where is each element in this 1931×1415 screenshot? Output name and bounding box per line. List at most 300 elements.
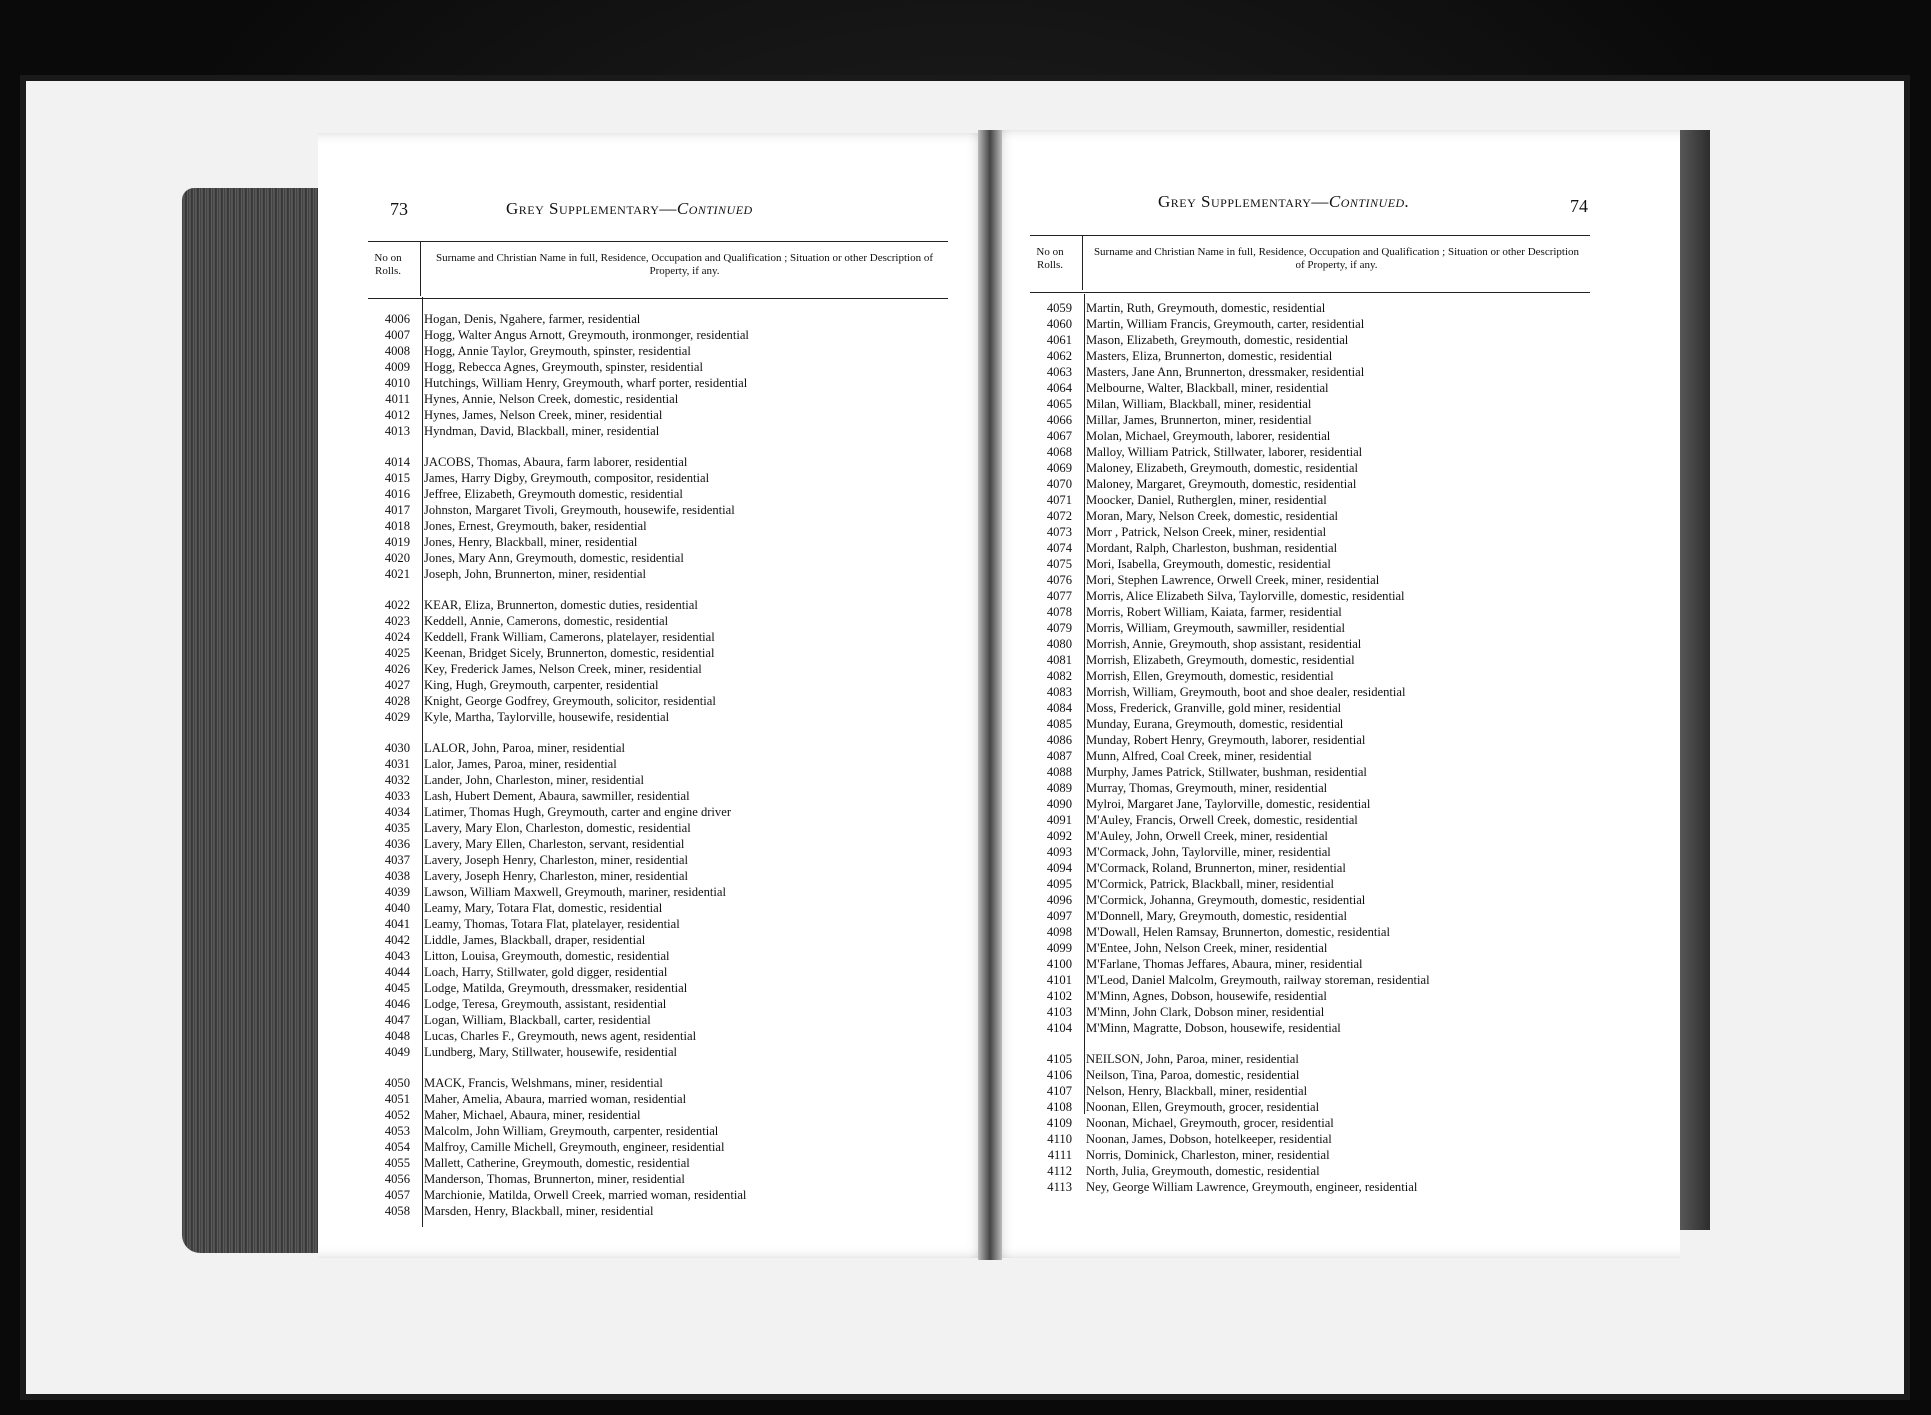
roll-entry — [1028, 860, 1668, 876]
elector-details: Ney, George William Lawrence, Greymouth, engineer, residential — [1086, 1180, 1418, 1194]
roll-entry — [1028, 716, 1668, 732]
roll-number: 4059 — [1046, 301, 1072, 315]
roll-number: 4108 — [1046, 1100, 1072, 1114]
elector-details: Lalor, James, Paroa, miner, residential — [424, 757, 617, 771]
roll-number: 4047 — [384, 1013, 410, 1027]
roll-number: 4072 — [1046, 509, 1072, 523]
roll-entry — [1028, 940, 1668, 956]
roll-entries — [1028, 300, 1668, 1195]
roll-entry — [1028, 396, 1668, 412]
elector-details: Maher, Michael, Abaura, miner, residential — [424, 1108, 641, 1122]
elector-details: Hogg, Rebecca Agnes, Greymouth, spinster, residential — [424, 360, 703, 374]
roll-number: 4076 — [1046, 573, 1072, 587]
roll-number: 4061 — [1046, 333, 1072, 347]
elector-details: Malloy, William Patrick, Stillwater, laborer, residential — [1086, 445, 1363, 459]
roll-entry — [1028, 1115, 1668, 1131]
elector-details: Keddell, Frank William, Camerons, platelayer, residential — [424, 630, 715, 644]
roll-number: 4113 — [1047, 1180, 1072, 1194]
elector-details: Milan, William, Blackball, miner, residential — [1086, 397, 1312, 411]
roll-number: 4077 — [1046, 589, 1072, 603]
column-header-number: No on Rolls. — [374, 252, 402, 277]
elector-details: Moss, Frederick, Granville, gold miner, residential — [1086, 701, 1342, 715]
elector-details: Moocker, Daniel, Rutherglen, miner, residential — [1086, 493, 1327, 507]
roll-number: 4045 — [384, 981, 410, 995]
roll-entry — [1028, 892, 1668, 908]
elector-details: Latimer, Thomas Hugh, Greymouth, carter and engine driver — [424, 805, 732, 819]
roll-entries — [366, 311, 966, 1219]
roll-entry — [366, 756, 966, 772]
elector-details: Mylroi, Margaret Jane, Taylorville, domestic, residential — [1086, 797, 1371, 811]
elector-details: Lavery, Joseph Henry, Charleston, miner, residential — [424, 853, 689, 867]
roll-entry — [366, 470, 966, 486]
roll-number: 4106 — [1046, 1068, 1072, 1082]
roll-entry — [1028, 684, 1668, 700]
roll-number: 4087 — [1046, 749, 1072, 763]
roll-entry — [366, 1139, 966, 1155]
roll-number: 4035 — [384, 821, 410, 835]
roll-number: 4026 — [384, 662, 410, 676]
roll-number: 4044 — [384, 965, 410, 979]
roll-entry — [1028, 924, 1668, 940]
elector-details: Munday, Eurana, Greymouth, domestic, residential — [1086, 717, 1344, 731]
roll-number: 4049 — [384, 1045, 410, 1059]
roll-entry — [366, 804, 966, 820]
elector-details: Maloney, Elizabeth, Greymouth, domestic, residential — [1086, 461, 1358, 475]
elector-details: Lucas, Charles F., Greymouth, news agent, residential — [424, 1029, 697, 1043]
right-page-header — [990, 192, 1680, 226]
elector-details: Maher, Amelia, Abaura, married woman, residential — [424, 1092, 687, 1106]
group-spacer — [1028, 1036, 1668, 1051]
elector-details: Manderson, Thomas, Brunnerton, miner, residential — [424, 1172, 685, 1186]
roll-number: 4066 — [1046, 413, 1072, 427]
elector-details: Martin, Ruth, Greymouth, domestic, residential — [1086, 301, 1326, 315]
elector-details: M'Cormick, Patrick, Blackball, miner, residential — [1086, 877, 1334, 891]
column-header-description: Surname and Christian Name in full, Residence, Occupation and Qualification ; Situation or other Description of Property, if any. — [420, 242, 942, 296]
roll-number: 4103 — [1046, 1005, 1072, 1019]
roll-number: 4088 — [1046, 765, 1072, 779]
roll-entry — [366, 677, 966, 693]
roll-number: 4025 — [384, 646, 410, 660]
roll-number: 4063 — [1046, 365, 1072, 379]
roll-number: 4104 — [1046, 1021, 1072, 1035]
column-header — [1030, 235, 1590, 293]
roll-number: 4112 — [1047, 1164, 1072, 1178]
roll-entry — [1028, 956, 1668, 972]
roll-entry — [1028, 1051, 1668, 1067]
roll-number: 4033 — [384, 789, 410, 803]
roll-number: 4055 — [384, 1156, 410, 1170]
book-fore-edge — [182, 188, 324, 1253]
elector-details: Murray, Thomas, Greymouth, miner, residential — [1086, 781, 1328, 795]
roll-entry — [1028, 748, 1668, 764]
roll-number: 4042 — [384, 933, 410, 947]
roll-number: 4069 — [1046, 461, 1072, 475]
roll-entry — [366, 916, 966, 932]
roll-entry — [366, 661, 966, 677]
roll-entry — [366, 566, 966, 582]
elector-details: Kyle, Martha, Taylorville, housewife, residential — [424, 710, 670, 724]
roll-entry — [366, 772, 966, 788]
roll-number: 4071 — [1046, 493, 1072, 507]
roll-number: 4067 — [1046, 429, 1072, 443]
left-page — [318, 133, 990, 1258]
roll-entry — [366, 693, 966, 709]
roll-entry — [1028, 1099, 1668, 1115]
elector-details: M'Leod, Daniel Malcolm, Greymouth, railway storeman, residential — [1086, 973, 1430, 987]
column-header — [368, 241, 948, 299]
roll-entry — [1028, 1147, 1668, 1163]
roll-entry — [366, 1171, 966, 1187]
group-spacer — [366, 439, 966, 454]
book-gutter — [978, 130, 1002, 1260]
roll-entry — [1028, 1179, 1668, 1195]
roll-entry — [366, 1155, 966, 1171]
roll-number: 4032 — [384, 773, 410, 787]
elector-details: Johnston, Margaret Tivoli, Greymouth, housewife, residential — [424, 503, 735, 517]
roll-entry — [366, 852, 966, 868]
roll-entry — [1028, 460, 1668, 476]
roll-entry — [1028, 1163, 1668, 1179]
roll-number: 4098 — [1046, 925, 1072, 939]
roll-entry — [366, 1012, 966, 1028]
elector-details: Leamy, Mary, Totara Flat, domestic, residential — [424, 901, 663, 915]
roll-number: 4006 — [384, 312, 410, 326]
roll-number: 4027 — [384, 678, 410, 692]
roll-entry — [1028, 508, 1668, 524]
elector-details: Keddell, Annie, Camerons, domestic, residential — [424, 614, 669, 628]
elector-details: Morris, Robert William, Kaiata, farmer, residential — [1086, 605, 1342, 619]
roll-number: 4082 — [1046, 669, 1072, 683]
roll-number: 4043 — [384, 949, 410, 963]
right-page — [990, 130, 1680, 1258]
elector-details: Lander, John, Charleston, miner, residential — [424, 773, 645, 787]
elector-details: Hogg, Walter Angus Arnott, Greymouth, ironmonger, residential — [424, 328, 749, 342]
elector-details: Joseph, John, Brunnerton, miner, residential — [424, 567, 646, 581]
roll-number: 4036 — [384, 837, 410, 851]
elector-details: Morrish, Ellen, Greymouth, domestic, residential — [1086, 669, 1334, 683]
roll-number: 4010 — [384, 376, 410, 390]
elector-details: Jones, Ernest, Greymouth, baker, residential — [424, 519, 647, 533]
group-spacer — [366, 1060, 966, 1075]
roll-number: 4089 — [1046, 781, 1072, 795]
roll-number: 4022 — [384, 598, 410, 612]
elector-details: Lodge, Matilda, Greymouth, dressmaker, residential — [424, 981, 688, 995]
roll-number: 4086 — [1046, 733, 1072, 747]
running-head: Grey Supplementary—Continued — [506, 199, 753, 218]
roll-entry — [366, 740, 966, 756]
running-head: Grey Supplementary—Continued. — [1158, 192, 1410, 211]
roll-entry — [1028, 380, 1668, 396]
elector-details: Lawson, William Maxwell, Greymouth, mariner, residential — [424, 885, 726, 899]
roll-number: 4019 — [384, 535, 410, 549]
roll-entry — [1028, 732, 1668, 748]
elector-details: M'Dowall, Helen Ramsay, Brunnerton, domestic, residential — [1086, 925, 1390, 939]
roll-entry — [1028, 812, 1668, 828]
elector-details: Mordant, Ralph, Charleston, bushman, residential — [1086, 541, 1338, 555]
roll-number: 4079 — [1046, 621, 1072, 635]
roll-number: 4073 — [1046, 525, 1072, 539]
roll-entry — [1028, 844, 1668, 860]
elector-details: Lavery, Mary Elon, Charleston, domestic, residential — [424, 821, 691, 835]
elector-details: Lavery, Joseph Henry, Charleston, miner, residential — [424, 869, 689, 883]
roll-entry — [1028, 988, 1668, 1004]
roll-number: 4057 — [384, 1188, 410, 1202]
roll-entry — [1028, 428, 1668, 444]
roll-number: 4075 — [1046, 557, 1072, 571]
roll-entry — [366, 948, 966, 964]
roll-entry — [366, 613, 966, 629]
roll-number: 4078 — [1046, 605, 1072, 619]
roll-number: 4080 — [1046, 637, 1072, 651]
roll-entry — [1028, 604, 1668, 620]
roll-number: 4105 — [1046, 1052, 1072, 1066]
column-header-description: Surname and Christian Name in full, Residence, Occupation and Qualification ; Situation or other Description of Property, if any. — [1082, 236, 1584, 290]
elector-details: Munday, Robert Henry, Greymouth, laborer, residential — [1086, 733, 1366, 747]
roll-entry — [366, 868, 966, 884]
elector-details: LALOR, John, Paroa, miner, residential — [424, 741, 625, 755]
roll-number: 4074 — [1046, 541, 1072, 555]
elector-details: Hynes, James, Nelson Creek, miner, residential — [424, 408, 663, 422]
roll-entry — [1028, 444, 1668, 460]
elector-details: Marchionie, Matilda, Orwell Creek, married woman, residential — [424, 1188, 747, 1202]
roll-entry — [1028, 572, 1668, 588]
elector-details: Marsden, Henry, Blackball, miner, residential — [424, 1204, 654, 1218]
roll-number: 4050 — [384, 1076, 410, 1090]
roll-entry — [1028, 316, 1668, 332]
elector-details: MACK, Francis, Welshmans, miner, residential — [424, 1076, 663, 1090]
elector-details: Mori, Isabella, Greymouth, domestic, residential — [1086, 557, 1331, 571]
elector-details: Lundberg, Mary, Stillwater, housewife, residential — [424, 1045, 678, 1059]
elector-details: Norris, Dominick, Charleston, miner, residential — [1086, 1148, 1330, 1162]
roll-number: 4111 — [1047, 1148, 1072, 1162]
roll-number: 4013 — [384, 424, 410, 438]
roll-entry — [1028, 524, 1668, 540]
roll-number: 4021 — [384, 567, 410, 581]
roll-number: 4015 — [384, 471, 410, 485]
roll-number: 4038 — [384, 869, 410, 883]
roll-number: 4037 — [384, 853, 410, 867]
elector-details: Mori, Stephen Lawrence, Orwell Creek, miner, residential — [1086, 573, 1380, 587]
roll-number: 4091 — [1046, 813, 1072, 827]
roll-entry — [1028, 364, 1668, 380]
roll-entry — [366, 900, 966, 916]
elector-details: Lodge, Teresa, Greymouth, assistant, residential — [424, 997, 667, 1011]
elector-details: North, Julia, Greymouth, domestic, residential — [1086, 1164, 1320, 1178]
roll-number: 4009 — [384, 360, 410, 374]
elector-details: Masters, Eliza, Brunnerton, domestic, residential — [1086, 349, 1333, 363]
roll-entry — [1028, 908, 1668, 924]
elector-details: King, Hugh, Greymouth, carpenter, residential — [424, 678, 659, 692]
elector-details: M'Cormack, Roland, Brunnerton, miner, residential — [1086, 861, 1346, 875]
elector-details: Lavery, Mary Ellen, Charleston, servant, residential — [424, 837, 685, 851]
roll-number: 4100 — [1046, 957, 1072, 971]
roll-entry — [1028, 636, 1668, 652]
roll-entry — [1028, 1083, 1668, 1099]
roll-number: 4090 — [1046, 797, 1072, 811]
elector-details: Morris, Alice Elizabeth Silva, Taylorville, domestic, residential — [1086, 589, 1405, 603]
roll-entry — [1028, 412, 1668, 428]
elector-details: Malfroy, Camille Michell, Greymouth, engineer, residential — [424, 1140, 725, 1154]
elector-details: Morrish, Annie, Greymouth, shop assistant, residential — [1086, 637, 1362, 651]
roll-number: 4023 — [384, 614, 410, 628]
roll-number: 4016 — [384, 487, 410, 501]
roll-entry — [366, 423, 966, 439]
roll-entry — [1028, 972, 1668, 988]
roll-entry — [366, 327, 966, 343]
roll-entry — [366, 502, 966, 518]
roll-entry — [366, 1107, 966, 1123]
roll-entry — [366, 359, 966, 375]
roll-entry — [1028, 476, 1668, 492]
roll-entry — [366, 709, 966, 725]
roll-entry — [366, 645, 966, 661]
roll-number: 4028 — [384, 694, 410, 708]
page-number: 74 — [1570, 196, 1588, 216]
roll-number: 4109 — [1046, 1116, 1072, 1130]
roll-entry — [1028, 1131, 1668, 1147]
roll-number: 4052 — [384, 1108, 410, 1122]
elector-details: Logan, William, Blackball, carter, residential — [424, 1013, 651, 1027]
elector-details: Millar, James, Brunnerton, miner, residential — [1086, 413, 1312, 427]
roll-number: 4041 — [384, 917, 410, 931]
roll-entry — [366, 486, 966, 502]
roll-number: 4094 — [1046, 861, 1072, 875]
roll-number: 4060 — [1046, 317, 1072, 331]
roll-entry — [1028, 332, 1668, 348]
elector-details: Neilson, Tina, Paroa, domestic, residential — [1086, 1068, 1300, 1082]
roll-entry — [366, 996, 966, 1012]
elector-details: Keenan, Bridget Sicely, Brunnerton, domestic, residential — [424, 646, 715, 660]
roll-number: 4054 — [384, 1140, 410, 1154]
elector-details: M'Auley, Francis, Orwell Creek, domestic, residential — [1086, 813, 1358, 827]
elector-details: Mason, Elizabeth, Greymouth, domestic, residential — [1086, 333, 1349, 347]
elector-details: Masters, Jane Ann, Brunnerton, dressmaker, residential — [1086, 365, 1365, 379]
elector-details: Morrish, Elizabeth, Greymouth, domestic, residential — [1086, 653, 1355, 667]
roll-number: 4062 — [1046, 349, 1072, 363]
roll-number: 4110 — [1047, 1132, 1072, 1146]
roll-entry — [366, 375, 966, 391]
elector-details: Molan, Michael, Greymouth, laborer, residential — [1086, 429, 1331, 443]
roll-entry — [1028, 588, 1668, 604]
elector-details: Hynes, Annie, Nelson Creek, domestic, residential — [424, 392, 679, 406]
roll-number: 4029 — [384, 710, 410, 724]
elector-details: Noonan, Michael, Greymouth, grocer, residential — [1086, 1116, 1334, 1130]
roll-entry — [1028, 1067, 1668, 1083]
roll-number: 4017 — [384, 503, 410, 517]
roll-entry — [366, 1187, 966, 1203]
roll-number: 4099 — [1046, 941, 1072, 955]
roll-entry — [1028, 300, 1668, 316]
elector-details: M'Farlane, Thomas Jeffares, Abaura, miner, residential — [1086, 957, 1363, 971]
roll-number: 4070 — [1046, 477, 1072, 491]
roll-number: 4085 — [1046, 717, 1072, 731]
elector-details: Melbourne, Walter, Blackball, miner, residential — [1086, 381, 1329, 395]
roll-number: 4056 — [384, 1172, 410, 1186]
roll-entry — [366, 980, 966, 996]
roll-number: 4020 — [384, 551, 410, 565]
roll-entry — [366, 534, 966, 550]
roll-number: 4018 — [384, 519, 410, 533]
roll-entry — [366, 820, 966, 836]
roll-number: 4058 — [384, 1204, 410, 1218]
roll-number: 4097 — [1046, 909, 1072, 923]
page-number: 73 — [390, 199, 408, 219]
roll-number: 4101 — [1046, 973, 1072, 987]
roll-entry — [366, 518, 966, 534]
roll-number: 4014 — [384, 455, 410, 469]
roll-entry — [366, 932, 966, 948]
elector-details: Maloney, Margaret, Greymouth, domestic, residential — [1086, 477, 1357, 491]
roll-entry — [1028, 540, 1668, 556]
elector-details: Jeffree, Elizabeth, Greymouth domestic, residential — [424, 487, 683, 501]
roll-entry — [366, 1091, 966, 1107]
roll-entry — [1028, 796, 1668, 812]
roll-number: 4051 — [384, 1092, 410, 1106]
elector-details: Liddle, James, Blackball, draper, residential — [424, 933, 646, 947]
elector-details: Jones, Henry, Blackball, miner, residential — [424, 535, 638, 549]
roll-number: 4092 — [1046, 829, 1072, 843]
elector-details: Munn, Alfred, Coal Creek, miner, residential — [1086, 749, 1312, 763]
roll-number: 4007 — [384, 328, 410, 342]
elector-details: NEILSON, John, Paroa, miner, residential — [1086, 1052, 1299, 1066]
elector-details: M'Minn, Agnes, Dobson, housewife, residential — [1086, 989, 1327, 1003]
roll-number: 4024 — [384, 630, 410, 644]
elector-details: Hyndman, David, Blackball, miner, residential — [424, 424, 660, 438]
roll-entry — [366, 311, 966, 327]
roll-number: 4095 — [1046, 877, 1072, 891]
roll-number: 4065 — [1046, 397, 1072, 411]
elector-details: M'Auley, John, Orwell Creek, miner, residential — [1086, 829, 1328, 843]
roll-number: 4040 — [384, 901, 410, 915]
group-spacer — [366, 582, 966, 597]
roll-entry — [1028, 700, 1668, 716]
roll-number: 4031 — [384, 757, 410, 771]
roll-number: 4046 — [384, 997, 410, 1011]
elector-details: Murphy, James Patrick, Stillwater, bushman, residential — [1086, 765, 1367, 779]
elector-details: Leamy, Thomas, Totara Flat, platelayer, residential — [424, 917, 680, 931]
roll-number: 4096 — [1046, 893, 1072, 907]
elector-details: M'Cormack, John, Taylorville, miner, residential — [1086, 845, 1331, 859]
roll-number: 4102 — [1046, 989, 1072, 1003]
roll-entry — [1028, 556, 1668, 572]
roll-entry — [366, 1203, 966, 1219]
roll-number: 4093 — [1046, 845, 1072, 859]
group-spacer — [366, 725, 966, 740]
roll-number: 4011 — [385, 392, 410, 406]
roll-entry — [1028, 780, 1668, 796]
roll-entry — [366, 629, 966, 645]
elector-details: Key, Frederick James, Nelson Creek, miner, residential — [424, 662, 702, 676]
roll-number: 4030 — [384, 741, 410, 755]
column-header-number: No on Rolls. — [1036, 246, 1064, 271]
roll-entry — [366, 550, 966, 566]
roll-entry — [1028, 652, 1668, 668]
elector-details: M'Minn, Magratte, Dobson, housewife, residential — [1086, 1021, 1341, 1035]
elector-details: Moran, Mary, Nelson Creek, domestic, residential — [1086, 509, 1339, 523]
roll-number: 4064 — [1046, 381, 1072, 395]
roll-entry — [366, 964, 966, 980]
elector-details: M'Donnell, Mary, Greymouth, domestic, residential — [1086, 909, 1347, 923]
elector-details: James, Harry Digby, Greymouth, compositor, residential — [424, 471, 710, 485]
roll-number: 4034 — [384, 805, 410, 819]
elector-details: JACOBS, Thomas, Abaura, farm laborer, residential — [424, 455, 688, 469]
roll-entry — [1028, 876, 1668, 892]
roll-number: 4012 — [384, 408, 410, 422]
roll-number: 4083 — [1046, 685, 1072, 699]
roll-entry — [1028, 1004, 1668, 1020]
elector-details: Morr , Patrick, Nelson Creek, miner, residential — [1086, 525, 1327, 539]
elector-details: Malcolm, John William, Greymouth, carpenter, residential — [424, 1124, 719, 1138]
